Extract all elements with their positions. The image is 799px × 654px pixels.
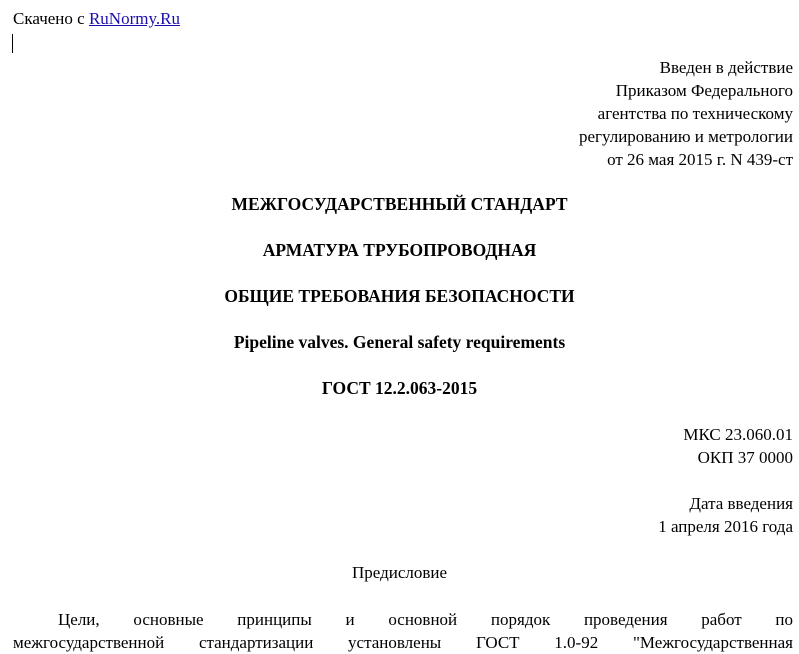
text-cursor [12, 34, 13, 53]
enactment-line: агентства по техническому [597, 104, 793, 123]
source-line [13, 8, 180, 30]
foreword-paragraph-line-1: Цели, основные принципы и основной порядок проведения работ по [58, 610, 793, 629]
effective-date-block [658, 492, 793, 538]
foreword-heading: Предисловие [351, 563, 448, 582]
enactment-line: Введен в действие [659, 58, 793, 77]
source-prefix: Скачено с [13, 9, 89, 28]
english-title: Pipeline valves. General safety requirements [233, 332, 566, 352]
gost-designation: ГОСТ 12.2.063-2015 [321, 378, 478, 398]
effective-date-label: Дата введения [689, 494, 793, 513]
enactment-line: регулированию и метрологии [578, 127, 793, 146]
standard-type-heading: МЕЖГОСУДАРСТВЕННЫЙ СТАНДАРТ [231, 194, 568, 214]
foreword-paragraph-line-2: межгосударственной стандартизации установлены ГОСТ 1.0-92 "Межгосударственная [13, 633, 793, 652]
subject-heading: АРМАТУРА ТРУБОПРОВОДНАЯ [262, 240, 537, 260]
effective-date-value: 1 апреля 2016 года [658, 517, 793, 536]
enactment-block [579, 56, 793, 171]
enactment-line: от 26 мая 2015 г. N 439-ст [607, 150, 793, 169]
enactment-line: Приказом Федерального [615, 81, 793, 100]
classification-block [683, 423, 793, 469]
runormy-link[interactable]: RuNormy.Ru [88, 9, 180, 28]
okp-code: ОКП 37 0000 [697, 448, 793, 467]
requirements-heading: ОБЩИЕ ТРЕБОВАНИЯ БЕЗОПАСНОСТИ [224, 286, 575, 306]
mks-code: МКС 23.060.01 [683, 425, 793, 444]
